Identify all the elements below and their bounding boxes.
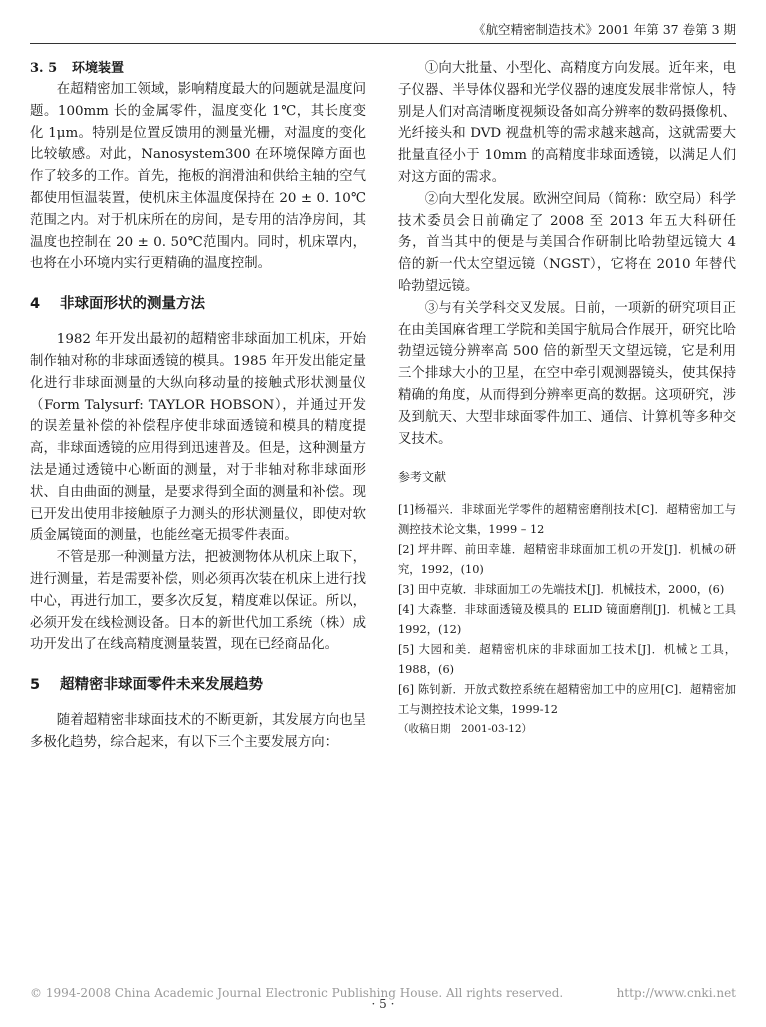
running-header: 《航空精密制造技术》2001 年第 37 卷第 3 期 xyxy=(472,22,736,37)
copyright-text: © 1994-2008 China Academic Journal Electronic Publishing House. All rights reserved. xyxy=(30,986,564,1000)
left-column xyxy=(30,58,366,754)
section-4-heading xyxy=(30,293,366,315)
section-title: 超精密非球面零件未来发展趋势 xyxy=(60,677,263,694)
section-title: 环境装置 xyxy=(72,61,125,76)
section-3-5-heading xyxy=(30,58,366,79)
paragraph: 1982 年开发出最初的超精密非球面加工机床，开始制作轴对称的非球面透镜的模具。1985 年开发出能定量化进行非球面测量的大纵向移动量的接触式形状测量仪（Form Talysurf: TAYLOR HOBSON），并通过开发的误差量补偿的补偿程序使非球面透镜和模具的精度提高，非球面透镜的应用得到迅速普及。但是，这种测量方法是通过透镜中心断面的测量，对于非轴对称非球面形状、自由曲面的测量，是要求得到全面的测量和补偿。现已开发出使用非接触原子力测头的形状测量仪，即使对软质金属镜面的测量，也能丝毫无损零件表面。 xyxy=(30,332,366,544)
page-number: · 5 · xyxy=(371,997,395,1011)
header-rule xyxy=(30,43,736,44)
paragraph: 不管是那一种测量方法，把被测物体从机床上取下，进行测量，若是需要补偿，则必须再次装在机床上进行找中心，再进行加工，要多次反复，精度难以保证。所以，必须开发在线检测设备。日本的新世代加工系统（株）成功开发出了在线高精度测量装置，现在已经商品化。 xyxy=(30,550,366,653)
reference-item: [1]杨福兴．非球面光学零件的超精密磨削技术[C]．超精密加工与测控技术论文集，1999 – 12 xyxy=(398,503,736,537)
reference-item: [6] 陈钊新．开放式数控系统在超精密加工中的应用[C]．超精密加工与测控技术论文集，1999-12 xyxy=(398,683,736,717)
section-5-heading xyxy=(30,674,366,696)
footer-url: http://www.cnki.net xyxy=(616,986,736,1000)
reference-item: [2] 坪井晖、前田幸雄．超精密非球面加工机の开发[J]．机械の研究，1992，(10) xyxy=(398,543,736,577)
received-date: （收稿日期 2001-03-12） xyxy=(398,723,533,736)
reference-item: [5] 大园和美．超精密机床的非球面加工技术[J]．机械と工具，1988，(6) xyxy=(398,643,736,677)
paragraph: 随着超精密非球面技术的不断更新，其发展方向也呈多极化趋势，综合起来，有以下三个主要发展方向： xyxy=(30,713,366,750)
list-item: ①向大批量、小型化、高精度方向发展。近年来，电子仪器、半导体仪器和光学仪器的速度发展非常惊人，特别是人们对高清晰度视频设备如高分辨率的数码摄像机、光纤接头和 DVD 视盘机等的需求越来越高，这就需要大批量直径小于 10mm 的高精度非球面透镜，以满足人们对这方面的需求。 xyxy=(398,61,736,185)
section-number: 4 xyxy=(30,296,41,313)
reference-item: [4] 大森整．非球面透镜及模具的 ELID 镜面磨削[J]．机械と工具 1992，(12) xyxy=(398,603,736,637)
list-item: ③与有关学科交叉发展。日前，一项新的研究项目正在由美国麻省理工学院和美国宇航局合作展开，研究比哈勃望远镜分辨率高 500 倍的新型天文望远镜，它是利用三个排球大小的卫星，在空中牵引观测器镜头，使其保持精确的角度，从而得到分辨率更高的数据。这项研究，涉及到航天、大型非球面零件加工、通信、计算机等多种交叉技术。 xyxy=(398,300,736,447)
right-column xyxy=(398,58,736,738)
list-item: ②向大型化发展。欧洲空间局（简称：欧空局）科学技术委员会日前确定了 2008 至 2013 年五大科研任务，首当其中的便是与美国合作研制比哈勃望远镜大 4 倍的新一代太空望远镜（NGST），它将在 2010 年替代哈勃望远镜。 xyxy=(398,191,736,294)
references-title: 参考文献 xyxy=(398,470,447,485)
section-number: 3. 5 xyxy=(30,61,58,76)
section-title: 非球面形状的测量方法 xyxy=(60,296,205,313)
section-number: 5 xyxy=(30,677,41,694)
reference-item: [3] 田中克敏．非球面加工の先端技术[J]．机械技术，2000，(6) xyxy=(398,583,725,597)
paragraph: 在超精密加工领域，影响精度最大的问题就是温度问题。100mm 长的金属零件，温度变化 1℃，其长度变化 1μm。特别是位置反馈用的测量光栅，对温度的变化比较敏感。对此，Nanosystem300 在环境保障方面也作了较多的工作。首先，拖板的润滑油和供给主轴的空气都使用恒温装置，使机床主体温度保持在 20 ± 0. 10℃范围之内。对于机床所在的房间，是专用的洁净房间，其温度也控制在 20 ± 0. 50℃范围内。同时，机床罩内，也将在小环境内实行更精确的温度控制。 xyxy=(30,82,366,272)
